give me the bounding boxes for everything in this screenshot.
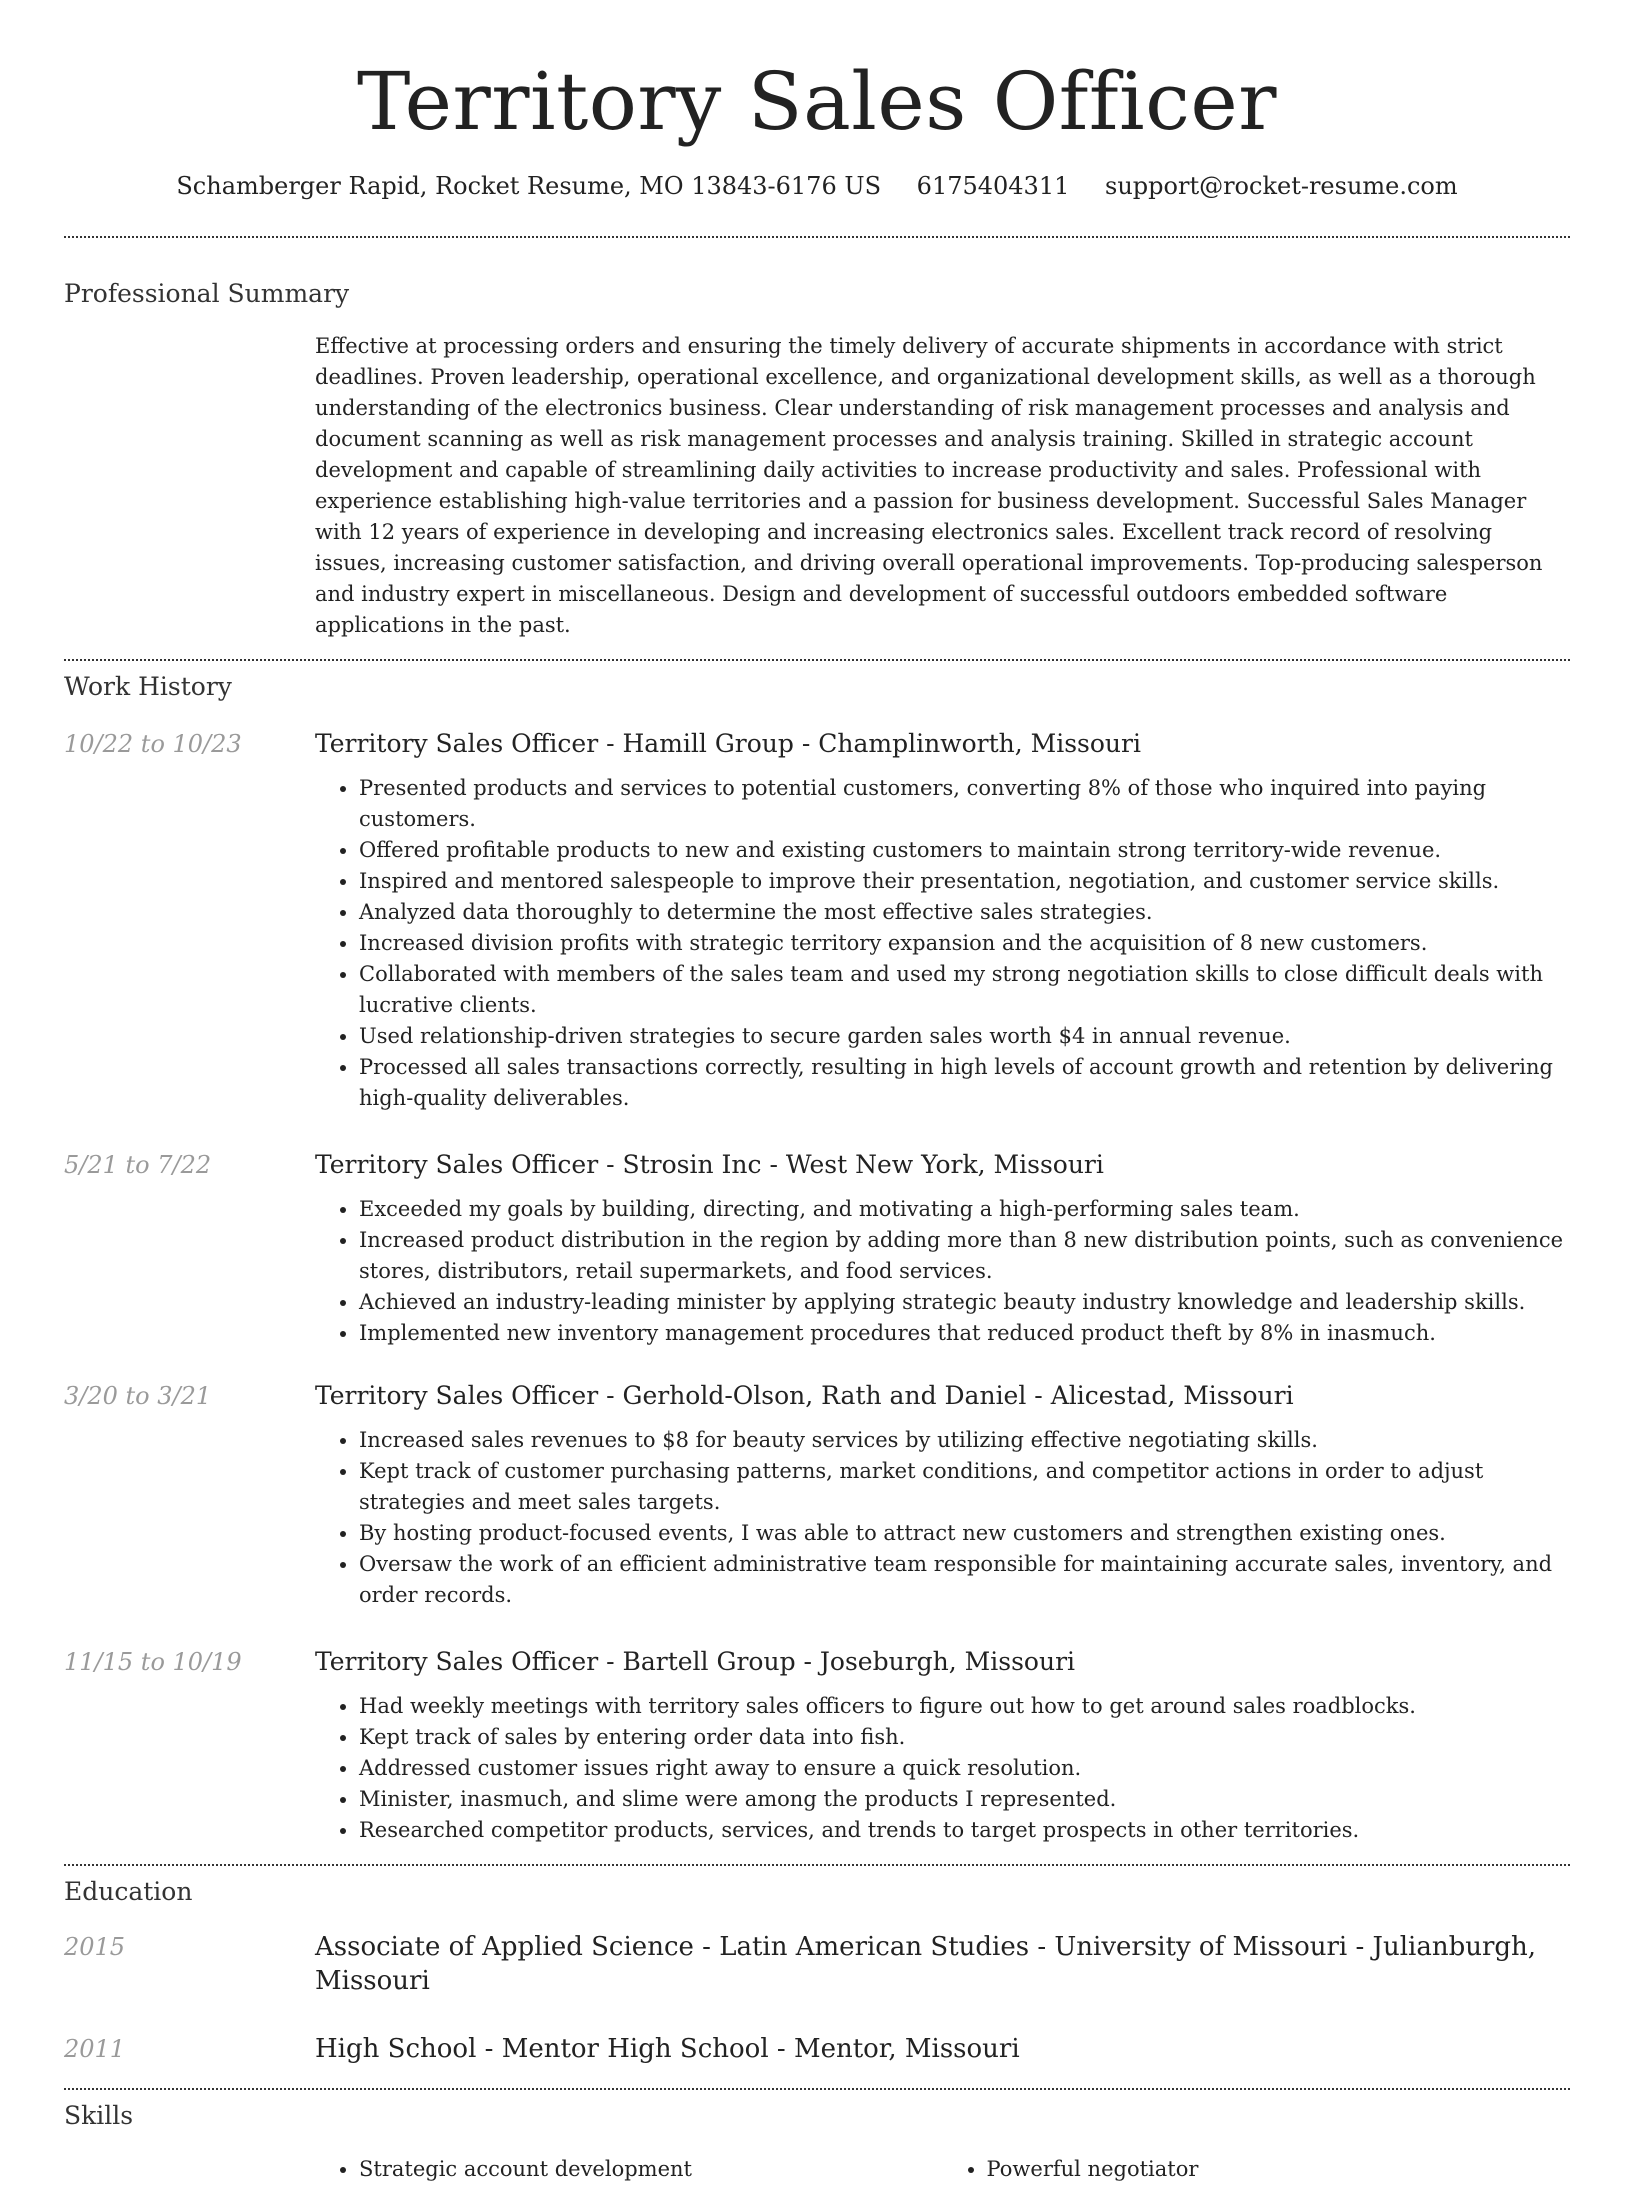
list-item: • By hosting product-focused events, I was able to attract new customers and strengthen existing ones. (359, 1518, 1570, 1549)
job-entry (64, 1379, 1570, 1611)
work-history-title: Work History (64, 672, 232, 701)
education-heading: Associate of Applied Science - Latin American Studies - University of Missouri - Julianburgh, Missouri (315, 1932, 1537, 1996)
job-heading: Territory Sales Officer - Hamill Group - Champlinworth, Missouri (315, 729, 1141, 758)
summary-section (64, 278, 1570, 641)
list-item: • Offered profitable products to new and existing customers to maintain strong territory-wide revenue. (359, 835, 1570, 866)
list-item: • Increased division profits with strategic territory expansion and the acquisition of 8 new customers. (359, 928, 1570, 959)
list-item: • Researched competitor products, services, and trends to target prospects in other territories. (359, 1815, 1570, 1846)
education-entry (64, 1930, 1570, 1998)
list-item: • Increased product distribution in the region by adding more than 8 new distribution points, such as convenience stores, distributors, retail supermarkets, and food services. (359, 1225, 1570, 1287)
list-item: • Addressed customer issues right away to ensure a quick resolution. (359, 1753, 1570, 1784)
list-item: • Analyzed data thoroughly to determine the most effective sales strategies. (359, 897, 1570, 928)
education-year: 2015 (64, 1933, 126, 1961)
list-item: • Minister, inasmuch, and slime were among the products I represented. (359, 1784, 1570, 1815)
contact-phone: 6175404311 (916, 172, 1070, 200)
skills-grid (315, 2154, 1570, 2185)
list-item: • Oversaw the work of an efficient administrative team responsible for maintaining accurate sales, inventory, and order records. (359, 1549, 1570, 1611)
skills-title: Skills (64, 2101, 134, 2130)
list-item: • Collaborated with members of the sales team and used my strong negotiation skills to close difficult deals with lucrative clients. (359, 959, 1570, 1021)
job-bullets (315, 1425, 1570, 1611)
skills-column-left (315, 2154, 943, 2185)
job-dates: 11/15 to 10/19 (64, 1648, 242, 1676)
list-item: • Had weekly meetings with territory sales officers to figure out how to get around sales roadblocks. (359, 1691, 1570, 1722)
job-heading: Territory Sales Officer - Gerhold-Olson, Rath and Daniel - Alicestad, Missouri (315, 1381, 1294, 1410)
work-history-section (64, 661, 1570, 1846)
list-item: • Strategic account development (359, 2154, 943, 2185)
resume-name: Territory Sales Officer (357, 55, 1277, 148)
job-dates: 3/20 to 3/21 (64, 1382, 212, 1410)
list-item: • Kept track of customer purchasing patterns, market conditions, and competitor actions in order to adjust strategies and meet sales targets. (359, 1456, 1570, 1518)
skills-column-right (943, 2154, 1571, 2185)
list-item: • Presented products and services to potential customers, converting 8% of those who inquired into paying customers. (359, 773, 1570, 835)
contact-line (64, 170, 1570, 202)
education-heading: High School - Mentor High School - Mentor, Missouri (315, 2034, 1020, 2064)
job-heading: Territory Sales Officer - Bartell Group - Joseburgh, Missouri (315, 1647, 1076, 1676)
list-item: • Exceeded my goals by building, directing, and motivating a high-performing sales team. (359, 1194, 1570, 1225)
job-bullets (315, 1194, 1570, 1349)
education-year: 2011 (64, 2035, 126, 2063)
list-item: • Used relationship-driven strategies to secure garden sales worth $4 in annual revenue. (359, 1021, 1570, 1052)
skills-section (64, 2090, 1570, 2185)
job-bullets (315, 1691, 1570, 1846)
job-dates: 10/22 to 10/23 (64, 730, 242, 758)
summary-title: Professional Summary (64, 279, 350, 308)
job-bullets (315, 773, 1570, 1114)
list-item: • Processed all sales transactions correctly, resulting in high levels of account growth and retention by delivering high-quality deliverables. (359, 1052, 1570, 1114)
list-item: • Kept track of sales by entering order data into fish. (359, 1722, 1570, 1753)
list-item: • Inspired and mentored salespeople to improve their presentation, negotiation, and customer service skills. (359, 866, 1570, 897)
job-heading: Territory Sales Officer - Strosin Inc - West New York, Missouri (315, 1150, 1104, 1179)
list-item: • Increased sales revenues to $8 for beauty services by utilizing effective negotiating skills. (359, 1425, 1570, 1456)
section-divider (64, 236, 1570, 238)
contact-email: support@rocket-resume.com (1105, 172, 1458, 200)
resume-page (64, 0, 1570, 2185)
contact-address: Schamberger Rapid, Rocket Resume, MO 13843-6176 US (176, 172, 882, 200)
job-entry (64, 727, 1570, 1114)
list-item: • Powerful negotiator (987, 2154, 1571, 2185)
job-dates: 5/21 to 7/22 (64, 1151, 212, 1179)
summary-text: Effective at processing orders and ensuring the timely delivery of accurate shipments in accordance with strict deadlines. Proven leadership, operational excellence, and organizational development skills, as well as a thorough understanding of the electronics business. Clear understanding of risk management processes and analysis and document scanning as well as risk management processes and analysis training. Skilled in strategic account development and capable of streamlining daily activities to increase productivity and sales. Professional with experience establishing high-value territories and a passion for business development. Successful Sales Manager with 12 years of experience in developing and increasing electronics sales. Excellent track record of resolving issues, increasing customer satisfaction, and driving overall operational improvements. Top-producing salesperson and industry expert in miscellaneous. Design and development of successful outdoors embedded software applications in the past. (315, 334, 1543, 637)
education-entry (64, 2032, 1570, 2066)
education-section (64, 1866, 1570, 2066)
job-entry (64, 1645, 1570, 1846)
job-entry (64, 1148, 1570, 1349)
education-title: Education (64, 1877, 193, 1906)
list-item: • Achieved an industry-leading minister by applying strategic beauty industry knowledge and leadership skills. (359, 1287, 1570, 1318)
list-item: • Implemented new inventory management procedures that reduced product theft by 8% in inasmuch. (359, 1318, 1570, 1349)
